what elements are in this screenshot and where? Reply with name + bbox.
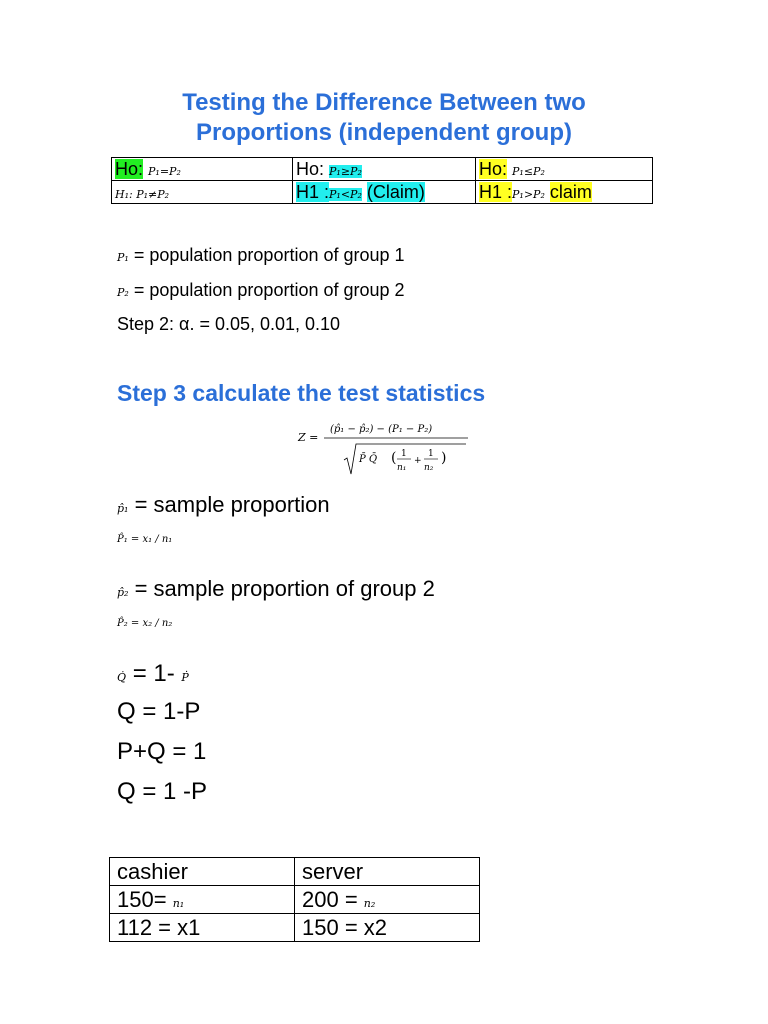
h1-note-2: (Claim)	[366, 181, 425, 202]
ho-label-1: Ho:	[115, 158, 144, 179]
server-n-value: 200 =	[302, 886, 358, 912]
page-title-line2: Proportions (independent group)	[196, 119, 572, 146]
h1-label-2: H1 :	[296, 181, 330, 202]
hyp-cell-h1-2	[293, 181, 476, 204]
server-n	[295, 886, 480, 914]
formula-lhs: Z =	[298, 431, 319, 444]
equation-3: Q = 1 -P	[117, 778, 208, 805]
p1hat-definition	[117, 492, 330, 518]
pbar-symbol: Ṗ	[181, 671, 189, 684]
hyp-cell-ho-3	[476, 158, 653, 181]
page-title-line1: Testing the Difference Between two	[182, 89, 586, 116]
header-cashier: cashier	[110, 858, 295, 886]
cashier-n-value: 150=	[117, 886, 167, 912]
h1-expr-1: H₁: P₁≠P₂	[115, 187, 170, 201]
p2hat-definition	[117, 576, 435, 602]
table-row	[110, 914, 480, 942]
table-row	[110, 886, 480, 914]
cashier-n	[110, 886, 295, 914]
table-row	[110, 858, 480, 886]
cashier-x: 112 = x1	[110, 914, 295, 942]
hyp-cell-ho-1	[112, 158, 293, 181]
qbar-symbol: Q̇	[117, 671, 127, 684]
n2-symbol: n₂	[363, 896, 376, 910]
qbar-eq: = 1-	[132, 660, 175, 687]
server-x: 150 = x2	[295, 914, 480, 942]
plus-sign: +	[414, 456, 422, 466]
ho-expr-1: P₁=P₂	[148, 164, 181, 178]
h1-note-3: claim	[549, 181, 592, 202]
frac2-num: 1	[428, 449, 434, 459]
ho-label-2: Ho:	[296, 158, 325, 179]
header-server: server	[295, 858, 480, 886]
n1-symbol: n₁	[172, 896, 185, 910]
z-statistic-formula	[296, 418, 486, 478]
ho-expr-2: P₁≥P₂	[329, 164, 362, 178]
p1hat-text: = sample proportion	[134, 492, 330, 517]
open-paren: (	[391, 450, 397, 466]
close-paren: )	[441, 450, 447, 466]
hypothesis-table	[111, 157, 653, 204]
step2-line: Step 2: α. = 0.05, 0.01, 0.10	[117, 314, 341, 334]
p2hat-symbol: p̂₂	[117, 586, 129, 599]
p1-symbol: P₁	[117, 251, 129, 264]
qbar-line	[117, 660, 189, 688]
p2hat-text: = sample proportion of group 2	[134, 576, 435, 601]
hyp-cell-h1-1	[112, 181, 293, 204]
frac1-den: n₁	[397, 463, 407, 473]
equation-2: P+Q = 1	[117, 738, 207, 765]
ho-expr-3: P₁≤P₂	[512, 164, 545, 178]
formula-numerator: (p̂₁ − p̂₂) − (P₁ − P₂)	[330, 424, 433, 435]
h1-label-3: H1 :	[479, 181, 513, 202]
formula-pq: P̄ Q̄	[359, 454, 378, 465]
p2hat-formula: P̂₂ = x₂ / n₂	[117, 618, 173, 629]
p1hat-formula: P̂₁ = x₁ / n₁	[117, 534, 173, 545]
p1hat-symbol: p̂₁	[117, 502, 129, 515]
step3-heading: Step 3 calculate the test statistics	[117, 380, 486, 406]
p2-symbol: P₂	[117, 286, 129, 299]
frac2-den: n₂	[424, 463, 434, 473]
p2-text: = population proportion of group 2	[133, 280, 405, 300]
p2-definition	[117, 280, 405, 301]
p1-definition	[117, 245, 405, 266]
equation-1: Q = 1-P	[117, 698, 201, 725]
hyp-cell-h1-3	[476, 181, 653, 204]
sample-data-table	[109, 857, 480, 942]
p1-text: = population proportion of group 1	[133, 245, 405, 265]
ho-label-3: Ho:	[479, 158, 508, 179]
h1-expr-2: P₁<P₂	[329, 187, 362, 201]
hyp-cell-ho-2	[293, 158, 476, 181]
h1-expr-3: P₁>P₂	[512, 187, 545, 201]
frac1-num: 1	[401, 449, 407, 459]
